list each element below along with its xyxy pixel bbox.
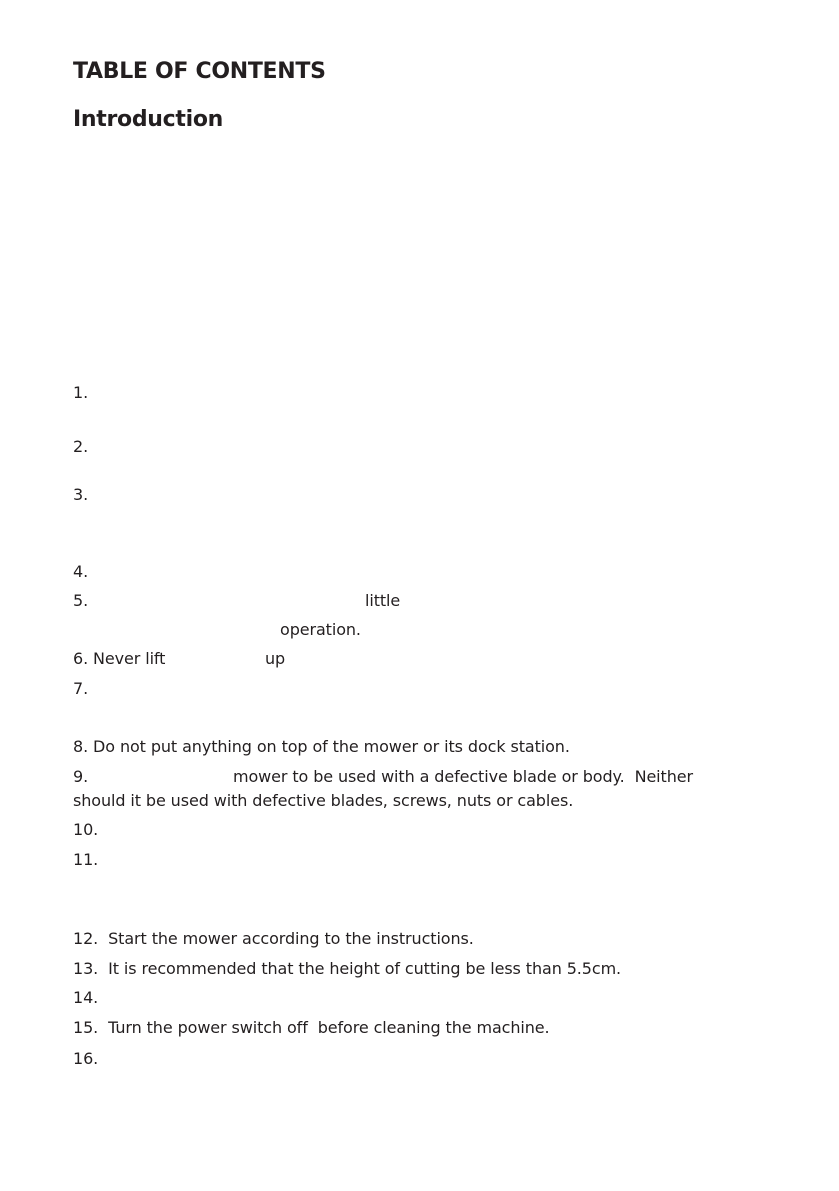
list-item-1-number: 1.: [73, 383, 89, 402]
list-item-9-text: mower to be used with a defective blade or body. Neither: [233, 767, 693, 786]
list-item-5-number: 5.: [73, 591, 89, 610]
list-item-15-text: 15. Turn the power switch off before cleaning the machine.: [73, 1018, 550, 1037]
list-item-11-number: 11.: [73, 850, 99, 869]
list-item-6-fragment: up: [265, 649, 286, 668]
list-item-4-number: 4.: [73, 562, 89, 581]
list-item-13-text: 13. It is recommended that the height of cutting be less than 5.5cm.: [73, 959, 622, 978]
list-item-5-continuation: operation.: [280, 620, 361, 639]
list-item-5-fragment: little: [365, 591, 401, 610]
list-item-7-number: 7.: [73, 679, 89, 698]
list-item-12-text: 12. Start the mower according to the instructions.: [73, 929, 474, 948]
list-item-9-number: 9.: [73, 767, 89, 786]
section-title-introduction: Introduction: [73, 107, 224, 132]
list-item-8-text: 8. Do not put anything on top of the mower or its dock station.: [73, 737, 570, 756]
list-item-14-number: 14.: [73, 988, 99, 1007]
page-title: TABLE OF CONTENTS: [73, 59, 326, 84]
list-item-2-number: 2.: [73, 437, 89, 456]
list-item-3-number: 3.: [73, 485, 89, 504]
list-item-9-continuation: should it be used with defective blades, screws, nuts or cables.: [73, 791, 574, 810]
list-item-16-number: 16.: [73, 1049, 99, 1068]
list-item-10-number: 10.: [73, 820, 99, 839]
list-item-6-text: 6. Never lift: [73, 649, 166, 668]
